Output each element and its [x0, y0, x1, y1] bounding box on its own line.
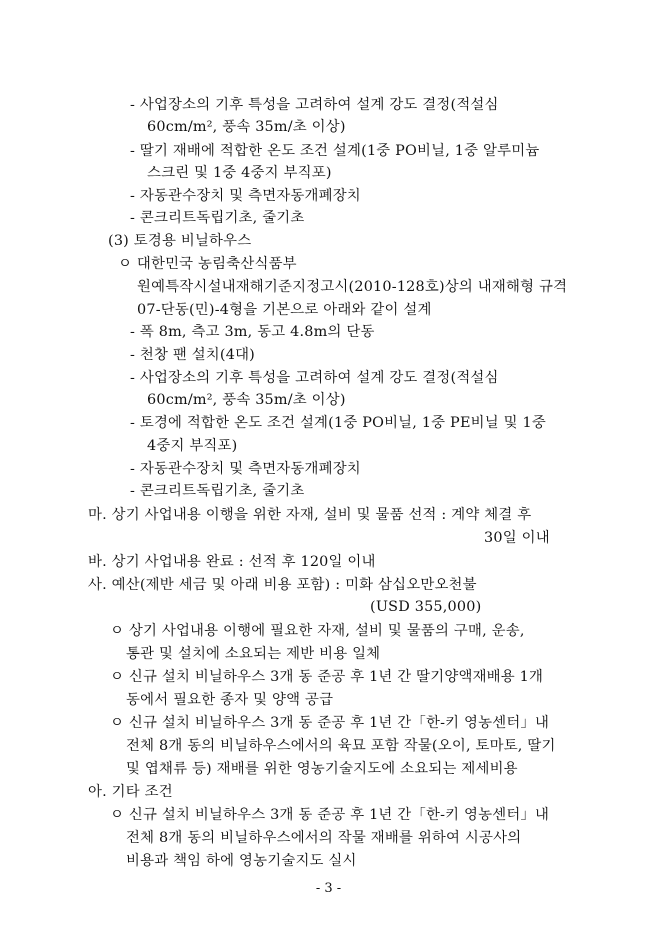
text-line: - 자동관수장치 및 측면자동개폐장치 — [130, 461, 361, 477]
text-line: - 사업장소의 기후 특성을 고려하여 설계 강도 결정(적설심 — [130, 370, 499, 386]
section-heading: 바. 상기 사업내용 완료 : 선적 후 120일 이내 — [88, 554, 376, 570]
text-line: - 콘크리트독립기초, 줄기초 — [130, 210, 305, 226]
text-line: 스크린 및 1중 4중지 부직포) — [147, 165, 332, 181]
text-line: 전체 8개 동의 비닐하우스에서의 육묘 포함 작물(오이, 토마토, 딸기 — [126, 738, 556, 754]
text-line: 비용과 책임 하에 영농기술지도 실시 — [126, 853, 357, 869]
text-line: - 자동관수장치 및 측면자동개폐장치 — [130, 188, 361, 204]
text-line: ㅇ 신규 설치 비닐하우스 3개 동 준공 후 1년 간「한-키 영농센터」내 — [110, 715, 550, 731]
text-line: 60cm/m², 풍속 35m/초 이상) — [147, 392, 346, 408]
section-heading: (3) 토경용 비닐하우스 — [108, 233, 252, 249]
text-line: 4중지 부직포) — [147, 438, 238, 454]
text-line: 전체 8개 동의 비닐하우스에서의 작물 재배를 위하여 시공사의 — [126, 830, 522, 846]
text-line: - 토경에 적합한 온도 조건 설계(1중 PO비닐, 1중 PE비닐 및 1중 — [130, 415, 546, 431]
page-number: - 3 - — [315, 881, 342, 896]
text-line: - 천창 팬 설치(4대) — [130, 347, 255, 363]
text-line: ㅇ 신규 설치 비닐하우스 3개 동 준공 후 1년 간 딸기양액재배용 1개 — [110, 669, 544, 685]
text-line: 및 엽채류 등) 재배를 위한 영농기술지도에 소요되는 제세비용 — [126, 761, 518, 777]
section-heading: 아. 기타 조건 — [88, 784, 173, 800]
text-line: (USD 355,000) — [370, 599, 482, 615]
text-line: 30일 이내 — [484, 530, 550, 546]
text-line: 60cm/m², 풍속 35m/초 이상) — [147, 119, 346, 135]
text-line: 07-단동(민)-4형을 기본으로 아래와 같이 설계 — [137, 302, 432, 318]
text-line: ㅇ 신규 설치 비닐하우스 3개 동 준공 후 1년 간「한-키 영농센터」내 — [110, 807, 550, 823]
text-line: ㅇ 상기 사업내용 이행에 필요한 자재, 설비 및 물품의 구매, 운송, — [110, 623, 525, 639]
text-line: - 딸기 재배에 적합한 온도 조건 설계(1중 PO비닐, 1중 알루미늄 — [130, 143, 540, 159]
text-line: - 폭 8m, 측고 3m, 동고 4.8m의 단동 — [130, 324, 375, 340]
text-line: - 콘크리트독립기초, 줄기초 — [130, 483, 305, 499]
text-line: - 사업장소의 기후 특성을 고려하여 설계 강도 결정(적설심 — [130, 97, 499, 113]
section-heading: 마. 상기 사업내용 이행을 위한 자재, 설비 및 물품 선적 : 계약 체결 후 — [88, 507, 532, 523]
text-line: 동에서 필요한 종자 및 양액 공급 — [126, 692, 334, 708]
text-line: ㅇ 대한민국 농림축산식품부 — [118, 256, 297, 272]
section-heading: 사. 예산(제반 세금 및 아래 비용 포함) : 미화 삼십오만오천불 — [88, 577, 477, 593]
text-line: 통관 및 설치에 소요되는 제반 비용 일체 — [126, 646, 381, 662]
text-line: 원예특작시설내재해기준지정고시(2010-128호)상의 내재해형 규격 — [137, 279, 568, 295]
